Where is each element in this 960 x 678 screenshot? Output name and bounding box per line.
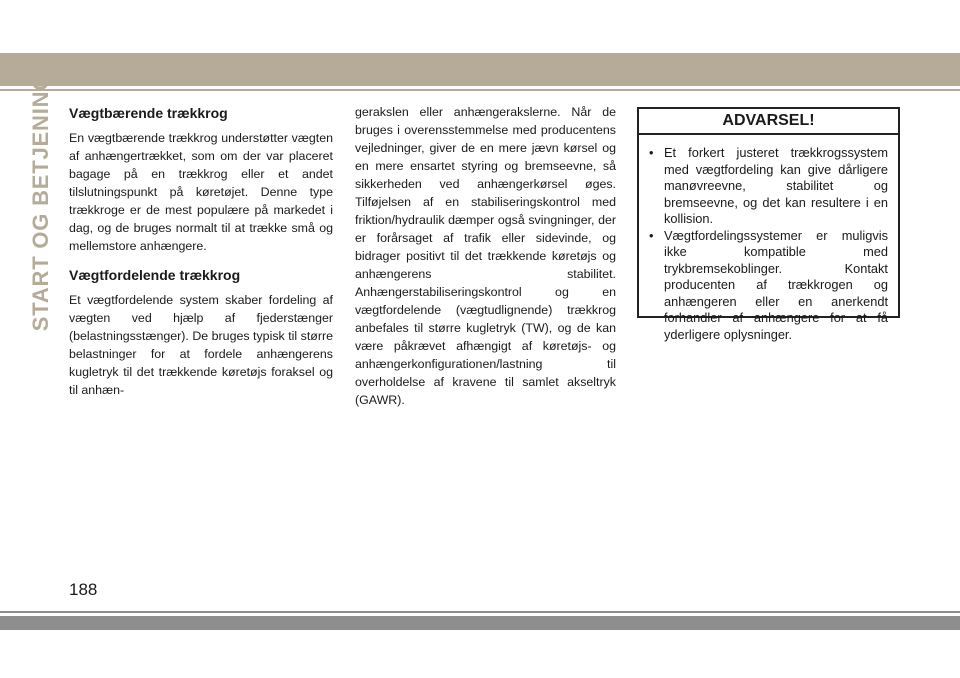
paragraph-weight-distributing-hitch: Et vægtfordelende system skaber fordeling af vægten ved hjælp af fjederstænger (belastningsstænger). De bruges typisk til større belastninger for at fordele anhængerens kugletryk til det trækkende køretøjs foraksel og til anhæn- xyxy=(69,293,333,397)
warning-item xyxy=(649,228,888,344)
warning-item-text: Et forkert justeret trækkrogssystem med vægtfordeling kan give dårligere manøvreevne, stabilitet og bremseevne, og det kan resultere i en kollision. xyxy=(664,145,888,226)
text-column-middle xyxy=(355,103,616,419)
bullet-icon: • xyxy=(649,145,654,160)
footer-band xyxy=(0,616,960,630)
warning-title: ADVARSEL! xyxy=(639,109,898,135)
warning-item xyxy=(649,145,888,228)
section-side-title-text: START OG BETJENING xyxy=(28,72,53,332)
header-band xyxy=(0,53,960,86)
paragraph-weight-carrying-hitch: En vægtbærende trækkrog understøtter vægten af anhængertrækket, som om der var placeret bagage på en trækkrog eller et andet tilslutningspunkt på køretøjet. Denne type trækkroge er de mest populære på markedet i dag, og de bruges normalt til at trække små og mellemstore anhængere. xyxy=(69,131,333,253)
header-rule xyxy=(0,89,960,91)
heading-weight-distributing-hitch: Vægtfordelende trækkrog xyxy=(69,267,241,283)
page-number: 188 xyxy=(69,580,98,599)
text-column-left xyxy=(69,103,333,409)
section-side-title xyxy=(27,72,55,332)
warning-item-text: Vægtfordelingssystemer er muligvis ikke kompatible med trykbremsekoblinger. Kontakt producenten af trækkrogen og anhængeren eller en anerkendt forhandler af anhængere for at få yderligere oplysninger. xyxy=(664,227,888,342)
warning-box xyxy=(637,107,900,342)
warning-list xyxy=(639,135,898,343)
footer-rule xyxy=(0,611,960,613)
bullet-icon: • xyxy=(649,227,654,243)
paragraph-continuation: gerakslen eller anhængerakslerne. Når de bruges i overensstemmelse med producentens vejledninger, giver de en mere jævn kørsel og en mere ensartet styring og bremseevne, så sikkerheden ved anhængerkørsel øges. Tilføjelsen af en stabiliseringskontrol med friktion/hydraulik dæmper også svingninger, der er forårsaget af trafik eller sidevinde, og bidrager positivt til det trækkende køretøjs og anhængerens stabilitet. Anhængerstabiliseringskontrol og en vægtfordelende (vægtudlignende) trækkrog anbefales til større kugletryk (TW), og de kan være påkrævet afhængigt af køretøjs- og anhængerkonfigurationen/lastning til overholdelse af kravene til samlet akseltryk (GAWR). xyxy=(355,105,616,407)
heading-weight-carrying-hitch: Vægtbærende trækkrog xyxy=(69,105,228,121)
